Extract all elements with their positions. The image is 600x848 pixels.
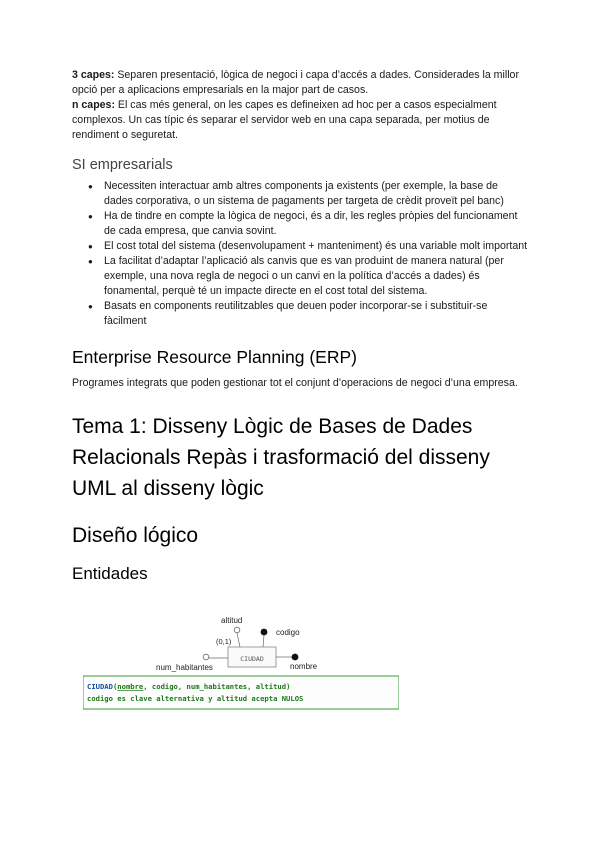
- heading-erp: Enterprise Resource Planning (ERP): [72, 347, 357, 367]
- document-page: [72, 68, 528, 584]
- attr-nombre-label: nombre: [290, 662, 318, 671]
- schema-line-1: CIUDAD(nombre, codigo, num_habitantes, altitud): [87, 682, 291, 691]
- heading-entidades: Entidades: [72, 564, 148, 583]
- attr-altitud-circle: [234, 627, 240, 633]
- attr-nombre-circle: [292, 654, 299, 661]
- heading-tema-1: Tema 1: Disseny Lògic de Bases de Dades Relacionals Repàs i trasformació del disseny UML al disseny lògic: [72, 415, 490, 500]
- list-item: ● Ha de tindre en compte la lògica de negoci, és a dir, les regles pròpies del funcionament de cada empresa, que canvia sovint.: [104, 209, 528, 239]
- attr-num-label: num_habitantes: [156, 663, 213, 672]
- heading-si-empresarials: SI empresarials: [72, 157, 173, 173]
- attr-codigo-circle: [261, 629, 268, 636]
- list-item: ● Necessiten interactuar amb altres components ja existents (per exemple, la base de dades corporativa, o un sistema de pagaments per targeta de crèdit proveït pel banc): [104, 179, 528, 209]
- er-diagram: [83, 610, 399, 712]
- schema-line-2: codigo es clave alternativa y altitud acepta NULOS: [87, 694, 304, 703]
- list-item: ● El cost total del sistema (desenvolupament + manteniment) és una variable molt important: [104, 239, 528, 254]
- term-3-capes: 3 capes:: [72, 69, 115, 81]
- entity-label: CIUDAD: [240, 655, 264, 663]
- relational-schema-box: [83, 676, 399, 709]
- paragraph-erp: Programes integrats que poden gestionar tot el conjunt d’operacions de negoci d’una empresa.: [72, 377, 518, 389]
- attr-num-circle: [203, 654, 209, 660]
- attr-codigo-label: codigo: [276, 628, 300, 637]
- paragraph-n-capes: [72, 98, 528, 143]
- list-item: ● La facilitat d’adaptar l’aplicació als canvis que es van produint de manera natural (per exemple, una nova regla de negoci o un canvi en la política d’accés a dades) és fonamental, perquè té un impacte directe en el cost total del sistema.: [104, 254, 528, 299]
- heading-diseno-logico: Diseño lógico: [72, 524, 199, 547]
- er-diagram-figure: [83, 610, 399, 712]
- text-n-capes: El cas més general, on les capes es defineixen ad hoc per a casos especialment complexos. Un cas típic és separar el servidor web en una capa separada, per motius de rendiment o seguretat.: [72, 99, 497, 141]
- term-n-capes: n capes:: [72, 99, 115, 111]
- paragraph-3-capes: [72, 68, 528, 98]
- text-3-capes: Separen presentació, lògica de negoci i capa d’accés a dades. Considerades la millor opció per a aplicacions empresarials en la major part de casos.: [72, 69, 519, 96]
- si-list: [72, 179, 528, 329]
- list-item: ● Basats en components reutilitzables que deuen poder incorporar-se i substituir-se fàcilment: [104, 299, 528, 329]
- attr-cardinality-label: (0,1): [216, 637, 232, 646]
- attr-altitud-label: altitud: [221, 616, 243, 625]
